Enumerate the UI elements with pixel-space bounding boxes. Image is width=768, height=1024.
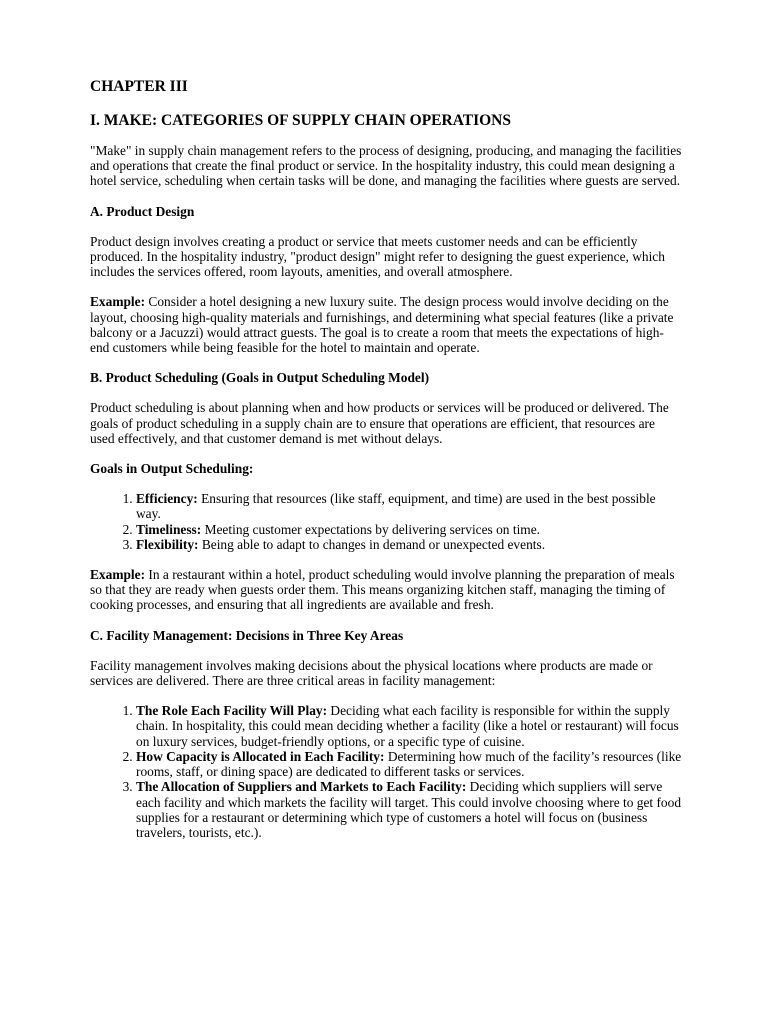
facility-management-paragraph: Facility management involves making decisions about the physical locations where products are made or services are delivered. There are three critical areas in facility management:	[90, 657, 653, 689]
product-design-paragraph: Product design involves creating a product or service that meets customer needs and can be efficiently produced. In the hospitality industry, "product design" might refer to designing the guest experience, which includes the services offered, room layouts, amenities, and overall atmosphere.	[90, 233, 665, 280]
facility-management-heading: C. Facility Management: Decisions in Three Key Areas	[90, 627, 404, 643]
product-scheduling-paragraph: Product scheduling is about planning when and how products or services will be produced or delivered. The goals of product scheduling in a supply chain are to ensure that operations are efficient, that resources are used effectively, and that customer demand is met without delays.	[90, 400, 669, 446]
document-page	[90, 78, 682, 855]
list-item	[136, 779, 682, 840]
goal-label: Efficiency:	[136, 491, 198, 507]
area-text: Determining how much of the facility’s resources (like rooms, staff, or dining space) are dedicated to different tasks or services.	[136, 748, 682, 780]
product-design-example	[90, 294, 682, 355]
area-label: The Allocation of Suppliers and Markets to Each Facility:	[136, 779, 467, 795]
list-item	[136, 537, 682, 552]
product-design-heading: A. Product Design	[90, 203, 195, 219]
goal-text: Ensuring that resources (like staff, equipment, and time) are used in the best possible way.	[136, 491, 656, 522]
goal-text: Meeting customer expectations by delivering services on time.	[201, 521, 540, 537]
example-text: Consider a hotel designing a new luxury suite. The design process would involve deciding on the layout, choosing high-quality materials and furnishings, and determining what special features (like a private balcony or a Jacuzzi) would attract guests. The goal is to create a room that meets the expectations of high-end customers while being feasible for the hotel to maintain and operate.	[90, 294, 674, 356]
example-label: Example:	[90, 294, 146, 310]
area-text: Deciding which suppliers will serve each facility and which markets the facility will target. This could involve choosing where to get food supplies for a restaurant or determining which type of customers a hotel will focus on (business travelers, tourists, etc.).	[136, 779, 682, 840]
product-scheduling-example	[90, 567, 682, 613]
list-item	[136, 703, 682, 749]
list-item	[136, 522, 682, 537]
product-scheduling-heading: B. Product Scheduling (Goals in Output Scheduling Model)	[90, 370, 430, 386]
goal-text: Being able to adapt to changes in demand or unexpected events.	[198, 536, 546, 552]
section-title: I. MAKE: CATEGORIES OF SUPPLY CHAIN OPERATIONS	[90, 112, 511, 129]
intro-paragraph: "Make" in supply chain management refers to the process of designing, producing, and managing the facilities and operations that create the final product or service. In the hospitality industry, this could mean designing a hotel service, scheduling when certain tasks will be done, and managing the facilities where guests are served.	[90, 143, 682, 189]
area-label: How Capacity is Allocated in Each Facility:	[136, 748, 385, 764]
example-label: Example:	[90, 567, 146, 583]
areas-list	[90, 703, 682, 840]
goals-heading: Goals in Output Scheduling:	[90, 461, 254, 477]
list-item	[136, 749, 682, 779]
area-text: Deciding what each facility is responsible for within the supply chain. In hospitality, this could mean deciding whether a facility (like a hotel or restaurant) will focus on luxury services, budget-friendly options, or a specific type of cuisine.	[136, 703, 679, 749]
goal-label: Timeliness:	[136, 521, 202, 537]
example-text: In a restaurant within a hotel, product scheduling would involve planning the preparation of meals so that they are ready when guests order them. This means organizing kitchen staff, managing the timing of cooking processes, and ensuring that all ingredients are available and fresh.	[90, 567, 675, 613]
chapter-heading: CHAPTER III	[90, 78, 188, 95]
goals-list	[90, 491, 682, 552]
goal-label: Flexibility:	[136, 536, 199, 552]
area-label: The Role Each Facility Will Play:	[136, 703, 328, 719]
list-item	[136, 491, 682, 521]
